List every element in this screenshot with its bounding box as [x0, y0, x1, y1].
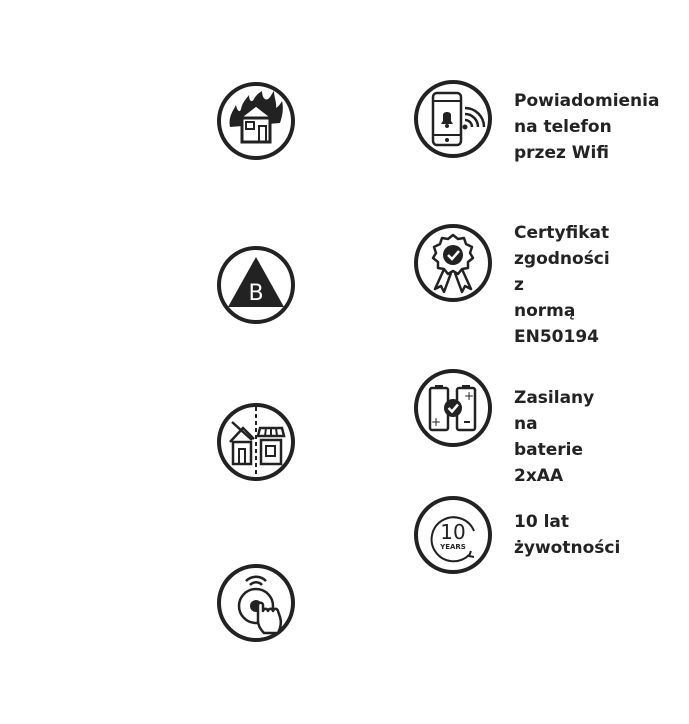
- phone-wifi-icon: [413, 79, 493, 159]
- svg-text:+: +: [463, 389, 475, 403]
- b-letter: B: [248, 281, 264, 306]
- svg-text:+: +: [430, 415, 442, 429]
- feature-label-lifetime: 10 lat żywotności: [514, 512, 621, 558]
- feature-label-phone: Powiadomienia na telefon przez Wifi: [514, 91, 660, 163]
- ten-years-caption: YEARS: [440, 543, 466, 551]
- certificate-badge-icon: [413, 223, 493, 303]
- house-fire-icon: [216, 81, 296, 161]
- class-b-triangle-icon: [216, 245, 296, 325]
- battery-icon: [413, 368, 493, 448]
- house-shop-icon: [216, 402, 296, 482]
- ten-years-icon: [413, 495, 493, 575]
- feature-label-battery: Zasilany na baterie 2xAA: [514, 388, 595, 486]
- feature-label-cert: Certyfikat zgodności z normą EN50194: [514, 223, 610, 347]
- ten-years-number: 10: [440, 520, 466, 544]
- press-button-icon: [216, 563, 296, 643]
